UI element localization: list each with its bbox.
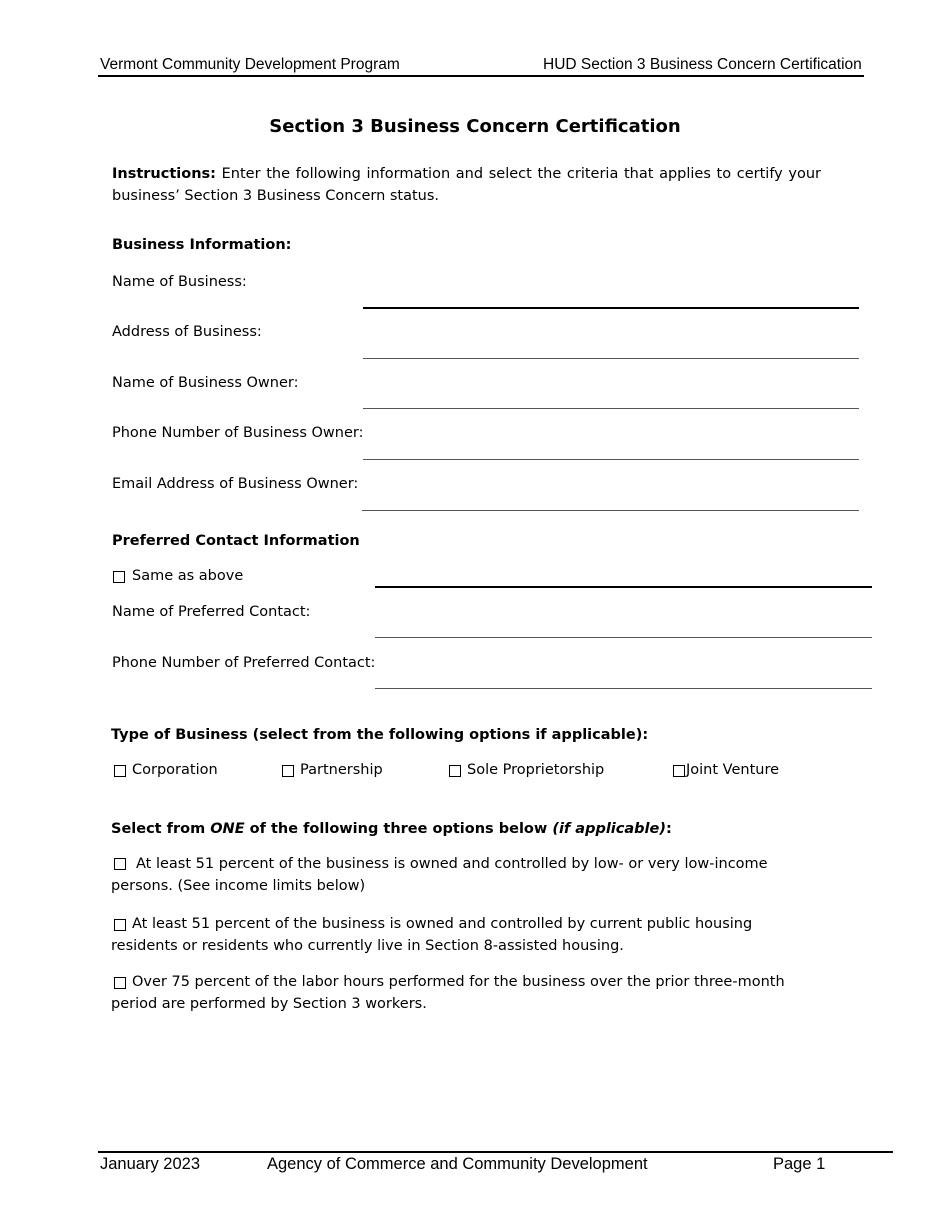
same-as-above-line xyxy=(375,586,872,588)
footer-date: January 2023 xyxy=(100,1155,200,1173)
header-form-title: HUD Section 3 Business Concern Certification xyxy=(543,56,862,73)
same-as-above-checkbox[interactable] xyxy=(113,571,125,583)
criteria-public-housing-checkbox[interactable] xyxy=(114,919,126,931)
joint-venture-checkbox[interactable] xyxy=(673,765,685,777)
criteria-labor-hours-line2: period are performed by Section 3 workers. xyxy=(111,996,427,1012)
sole-proprietorship-label: Sole Proprietorship xyxy=(467,762,605,778)
preferred-contact-phone-label: Phone Number of Preferred Contact: xyxy=(112,655,376,671)
preferred-contact-heading: Preferred Contact Information xyxy=(112,533,360,549)
business-name-line xyxy=(363,307,859,309)
criteria-heading-pre: Select from xyxy=(111,821,211,837)
instructions xyxy=(112,163,821,207)
partnership-checkbox[interactable] xyxy=(282,765,294,777)
criteria-labor-hours-checkbox[interactable] xyxy=(114,977,126,989)
partnership-label: Partnership xyxy=(300,762,383,778)
business-info-heading: Business Information: xyxy=(112,237,292,253)
business-type-heading: Type of Business (select from the following options if applicable): xyxy=(111,727,649,743)
criteria-public-housing-line2: residents or residents who currently live in Section 8-assisted housing. xyxy=(111,938,624,954)
business-address-label: Address of Business: xyxy=(112,324,262,340)
corporation-label: Corporation xyxy=(132,762,218,778)
header-program-name: Vermont Community Development Program xyxy=(100,56,400,73)
preferred-contact-name-label: Name of Preferred Contact: xyxy=(112,604,311,620)
business-name-label: Name of Business: xyxy=(112,274,247,290)
owner-phone-label: Phone Number of Business Owner: xyxy=(112,425,364,441)
business-address-line xyxy=(363,358,859,359)
preferred-contact-name-line xyxy=(375,637,872,638)
owner-phone-line xyxy=(363,459,859,460)
footer-rule xyxy=(98,1151,893,1153)
owner-email-line xyxy=(362,510,859,511)
business-owner-line xyxy=(363,408,859,409)
criteria-heading-mid: of the following three options below xyxy=(244,821,553,837)
footer-agency: Agency of Commerce and Community Development xyxy=(267,1155,648,1173)
criteria-low-income-line1: At least 51 percent of the business is owned and controlled by low- or very low-income xyxy=(136,856,768,872)
criteria-heading-one: ONE xyxy=(210,821,245,837)
page-title: Section 3 Business Concern Certification xyxy=(269,116,681,137)
instructions-label: Instructions: xyxy=(112,166,216,182)
criteria-labor-hours-line1: Over 75 percent of the labor hours performed for the business over the prior three-month xyxy=(132,974,785,990)
preferred-contact-phone-line xyxy=(375,688,872,689)
same-as-above-label: Same as above xyxy=(132,568,244,584)
criteria-heading-applicable: (if applicable) xyxy=(552,821,666,837)
business-owner-label: Name of Business Owner: xyxy=(112,375,299,391)
header-rule xyxy=(98,75,864,77)
criteria-heading-post: : xyxy=(665,821,672,837)
criteria-public-housing-line1: At least 51 percent of the business is owned and controlled by current public housing xyxy=(132,916,753,932)
instructions-text: Enter the following information and select the criteria that applies to certify your business’ Section 3 Business Concern status. xyxy=(112,166,822,204)
corporation-checkbox[interactable] xyxy=(114,765,126,777)
criteria-heading xyxy=(111,821,672,837)
criteria-low-income-checkbox[interactable] xyxy=(114,858,126,870)
joint-venture-label: Joint Venture xyxy=(686,762,780,778)
sole-proprietorship-checkbox[interactable] xyxy=(449,765,461,777)
owner-email-label: Email Address of Business Owner: xyxy=(112,476,359,492)
criteria-low-income-line2: persons. (See income limits below) xyxy=(111,878,366,894)
footer-page-number: Page 1 xyxy=(773,1155,826,1173)
